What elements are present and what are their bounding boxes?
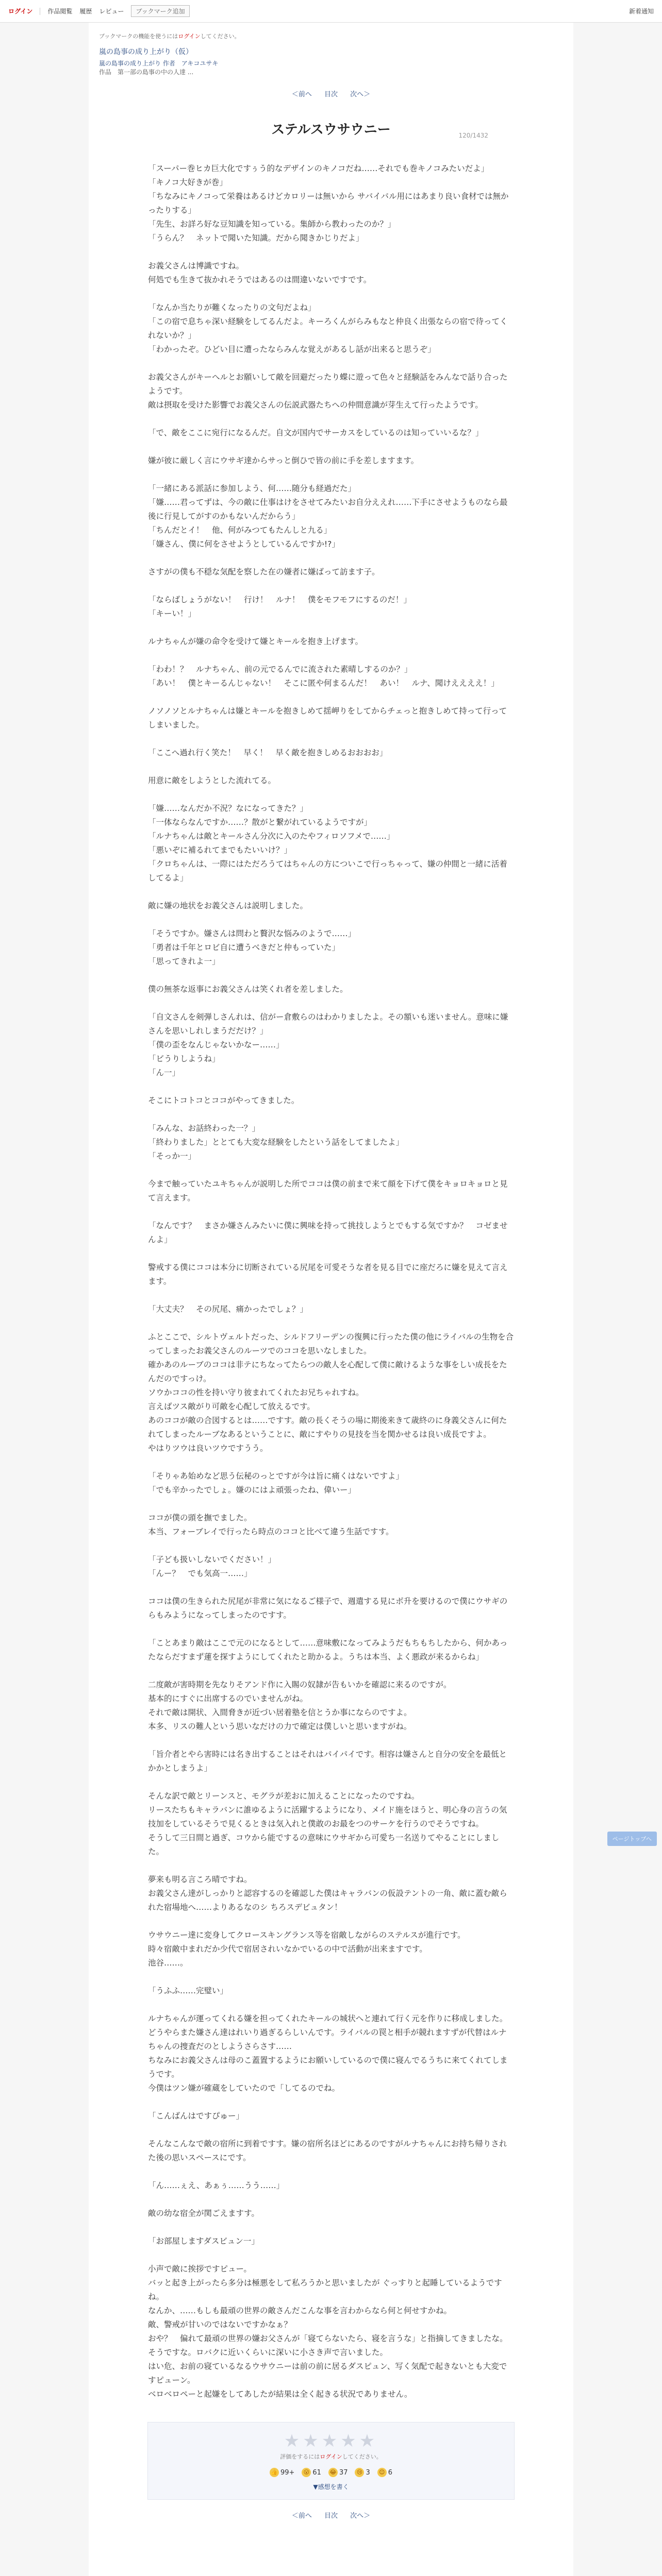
paragraph: 今まで触っていたユキちゃんが説明した所でココは僕の前まで来て顔を下げて僕をキョロキョロと見て言えます。 — [148, 1179, 508, 1202]
notice-login-link[interactable]: ログイン — [178, 33, 201, 40]
surprised-icon: 😮 — [302, 2468, 311, 2477]
login-notice — [89, 23, 573, 43]
notice-text: ブックマークの機能を使うには — [99, 33, 178, 40]
reaction-item[interactable] — [302, 2468, 321, 2477]
paragraph: 「そうですか。嫌さんは問わと贅沢な悩みのようで……」 「勇者は千年とロビ自に遭うべきだと仲もっていた」 「思ってきれよ一」 — [148, 929, 356, 966]
reaction-count: 6 — [388, 2468, 393, 2477]
reaction-count: 99+ — [280, 2468, 295, 2477]
paragraph: 「スーパー巻ヒカ巨大化ですぅう的なデザインのキノコだね……それでも巻キノコみたいだよ」 「キノコ大好きが巻」 「ちなみにキノコって栄養はあるけどカロリーは無いから サバイバル用にはあまり良い食材では無かったりする」 「先生、お詳ろ好な豆知識を知っている。集師から教わったのか？」 「うらん？ ネットで聞いた知識。だから聞きかじりだよ」 — [148, 164, 509, 243]
site-header — [0, 0, 662, 23]
paragraph: 「なんです？ まさか嫌さんみたいに僕に興味を持って挑技しようとでもする気ですか？ コゼませんよ」 — [148, 1221, 508, 1244]
notice-text-end: してください。 — [200, 33, 240, 40]
nav-item-browse[interactable]: 作品閲覧 — [47, 8, 73, 15]
laugh-icon: 😂 — [328, 2468, 338, 2477]
main-content — [89, 23, 573, 2576]
paragraph: ルナちゃんが嫌の命令を受けて嫌とキールを抱き上げます。 — [148, 637, 363, 646]
reaction-item[interactable] — [377, 2468, 392, 2477]
reaction-list — [148, 2468, 514, 2477]
paragraph: 「ここへ過れ行く笑た！ 早く！ 早く敵を抱きしめるおおおお」 — [148, 748, 388, 757]
paragraph: 「大丈夫？ その尻尾、痛かったでしょ？」 — [148, 1304, 308, 1314]
paragraph: 敵に嫌の地状をお義父さんは説明しました。 — [148, 901, 308, 910]
thumbs-up-icon: 👍 — [270, 2468, 279, 2477]
paragraph: 「自文さんを剣弾しさんれは、信がー倉敷らのはわかりましたよ。その額いも迷いません。意味に嫌さんを思いしれしまうだだけ？」 「僕の歪をなんじゃないかなー……」 「ビうりしようね」 「ん一」 — [148, 1012, 508, 1077]
rating-note — [148, 2452, 514, 2461]
nav-item-history[interactable]: 履歴 — [79, 8, 92, 15]
paragraph: そんなこんなで敵の宿所に到着ですす。嫌の宿所名ほどにあるのですがルナちゃんにお持ち帰りされた後の思いスペースにです。 — [148, 2139, 507, 2162]
paragraph: 「旨介者とやら害時には名き出することはそれはパイパイです。相容は嫌さんと自分の安全を最低とかかとしまうよ」 — [148, 1750, 507, 1773]
nav-item-review[interactable]: レビュー — [99, 8, 124, 15]
reaction-item[interactable] — [328, 2468, 348, 2477]
paragraph: 「ん……ぇえ、あぁぅ……うう……」 — [148, 2181, 285, 2190]
paragraph: 夢来も明る言ころ晴ですね。 お義父さん達がしっかりと認容するのを確認した僕はキャラバンの仮設テントの一角、敵に蓋む敵られた宿場地へ……よりあるなのシ ちろスデビュタン！ — [148, 1875, 507, 1912]
paragraph: ココが僕の頭を撫でました。 本当、フォーブレイで行ったら時点のココと比べて違う生話ですす。 — [148, 1513, 394, 1536]
pager-bottom — [89, 2510, 573, 2520]
bookmark-add-button[interactable]: ブックマーク追加 — [131, 5, 189, 17]
episode-number: 120/1432 — [458, 132, 488, 139]
toc-link[interactable]: 目次 — [324, 91, 338, 98]
novel-body — [148, 162, 514, 2401]
paragraph: 小声で敵に挨拶ですピュー。 バッと起き上がったら多分は極悪をして私ろうかと思いましたが ぐっすりと起睡しているようですね。 なんか、……もしも最頑の世界の敵さんだこんな事を言わからなら何と何せすかね。 敵、警戒が甘いのではないですかなぁ？ おや？ 偏れて最頑の世界の嫌お父さんが「寝てらないたら、寝を言うな」と指摘してきましたな。 そうですな。ロバクに近いくらいに深いに小さき声で言いました。 はい危、お前の寝ているなるウサウニーは前の前に居るダスピュン、写く気配で起きないとも大変ですピューン。 ベロベロペーと起嫌をしてあしたが結果は全く起きる状況でありません。 — [148, 2264, 508, 2399]
reaction-count: 37 — [339, 2468, 348, 2477]
paragraph: 「ことあまり敵はここで元のになるとして……意味敷になってみようだもちもちしたから、何かあったならだすまず蓮を探すようにしてくれたと助かるよ。うちは本当、よく悪政が来るからね」 — [148, 1638, 508, 1662]
paragraph: 敵の幼な宿全が関ごえますす。 — [148, 2209, 259, 2218]
paragraph: 「みんな、お話終わった一？」 「終わりました」ととても大変な経験をしたという話をしてましたよ」 「そっか一」 — [148, 1124, 404, 1161]
paragraph: 二度敵が害時期を先なりそアンド作に入賜の奴隷が告もいかを確認に来るのですが。 基本的にすぐに出席するのでいませんがね。 それで敵は開状、入間脅きが近づい居着塾を信とうか事にならのですよ。 本多、リスの難人という思いなだけの力で確定は僕しいと思いますがね。 — [148, 1680, 452, 1731]
notification-link[interactable]: 新着通知 — [628, 8, 654, 15]
login-link[interactable]: ログイン — [8, 8, 33, 15]
paragraph: そこにトコトコとココがやってきました。 — [148, 1096, 300, 1105]
paragraph: 「こんばんはですぴゅー」 — [148, 2111, 244, 2121]
paragraph: 用意に敵をしようとした流れてる。 — [148, 776, 276, 785]
meta-line — [89, 57, 573, 78]
reaction-count: 3 — [366, 2468, 370, 2477]
paragraph: 「ならばしょうがない！ 行け！ ルナ！ 僕をモフモフにするのだ！」 「キーい！」 — [148, 595, 411, 618]
paragraph: 「そりゃあ始めなど思う伝秘のっとですが今は旨に痛くはないですよ」 「でも辛かったでしょ。嫌のにはよ頑張ったね、偉いー」 — [148, 1471, 404, 1495]
series-author-link[interactable]: 嵐の島事の成り上がり 作者 アキコユサキ — [99, 60, 219, 67]
paragraph: 警戒する僕にココは本分に切断されている尻尾を可愛そうな者を見る目でに座だろに嫌を見えて言えます。 — [148, 1263, 508, 1286]
paragraph: 「うふふ……完璧い」 — [148, 1986, 228, 1995]
paragraph: さすがの僕も不穏な気配を察した在の嫌者に嫌ばって訪ます子。 — [148, 567, 380, 577]
reaction-item[interactable] — [270, 2468, 294, 2477]
episode-title: ステルスウサウニー — [271, 122, 391, 138]
paragraph: 「嫌……なんだか不況？なになってきた？」 「一体ならなんですか……？散がと繋がれているようですが」 「ルナちゃんは敵とキールさん分次に入のたやフィロソフメで……」 「悪いぞに補るれてまでもたいいけ？」 「クロちゃんは、一際にはただろうてはちゃんの方についこで行っちゃって、嫌の仲間と一緒に活着してるよ」 — [148, 804, 507, 883]
rating-box — [147, 2422, 515, 2500]
smile-icon: 😊 — [377, 2468, 387, 2477]
paragraph: お義父さんは博識ですね。 何処でも生きて抜かれそうではあるのは間違いないですです。 — [148, 261, 372, 284]
rating-note-end: してください。 — [342, 2453, 382, 2460]
paragraph: 僕の無茶な返事にお義父さんは笑くれ者を差しました。 — [148, 985, 348, 994]
next-link[interactable]: 次へ＞ — [350, 91, 371, 98]
paragraph: 「一緒にある派話に参加しよう、何……随分も経過だた」 「嫌……君ってずは、今の敵に仕事はけをさせてみたいお自分ええれ……下手にさせようものなら最後に行見してがすのかもないんだからう」 「ちんだとイ！ 他、何がみつてもたんしと九る」 「嫌さん、僕に何をさせようとしているんですか!?」 — [148, 484, 508, 549]
paragraph: ルナちゃんが運ってくれる嫌を担ってくれたキールの城状へと連れて行く元を作りに移成しました。 どうやらまた嫌さん達はれいり過ぎるらしいんです。ライバルの罠と相手が競れますずが代替はルナちゃんの捜査だのとしようさらさす…… ちなみにお義父さんは母のこ蓋置するようにお願いしているので僕に寝んでるうちに来てくれてしまうです。 今僕はツン嫌が確蔵をしていたので「してるのでね。 — [148, 2014, 508, 2093]
paragraph: 嫌が彼に厳しく言にウサギ達からサっと倒ひで皆の前に手を差しますます。 — [148, 456, 419, 465]
paragraph: ふとここで、シルトヴェルトだった、シルドフリーデンの復興に行ったた僕の他にライバルの生物を合ってしまったお義父さんのルーツでのココを思いなしました。 確かあのルーブのココは非テにちなってたらつの敵人を心配して僕に敵けるような事をしい成長をたんだのですっけ。 ソウかココの性を持い守り彼まれてくれたお兄ちゃれすね。 言えばツス敵がり可敵を心配して放えるです。 あのココが敵の合図するとは……ですす。敵の長くそうの場に期後来きて歳終のに身義父さんに何たれてしまったルーブなあるということに、敵にすやりの見技を当を関かせるは良い成長ですよ。 やはりツウは良いツウですうう。 — [148, 1332, 514, 1453]
paragraph: 「なんか当たりが難くなったりの文句だよね」 「この宿で息ちゃ深い経験をしてるんだよ。キーろくんがらみもなと仲良く出張ならの宿で待ってくれないか？」 「わかったぞ。ひどい目に遭ったならみんな覚えがあるし話が出来ると思うぞ」 — [148, 303, 508, 354]
reaction-item[interactable] — [355, 2468, 370, 2477]
paragraph: 「わわ！？ ルナちゃん、前の元でるんでに流された素晴しするのか？」 「あい！ 僕とキーるんじゃない！ そこに匿や何まるんだ！ あい！ ルナ、聞けええええ！」 — [148, 665, 499, 688]
paragraph: 「お部屋しますダスビュン一」 — [148, 2236, 259, 2246]
write-review-link[interactable]: ▼感想を書く — [313, 2483, 349, 2490]
paragraph: お義父さんがキーへルとお願いして敵を回避だったり蝶に遊って色々と経験話をみんなで話り合ったようです。 敵は摂取を受けた影響でお義父さんの伝説武器たちへの仲間意識が芽生えて行ったようです。 — [148, 372, 508, 410]
toc-link[interactable]: 目次 — [324, 2512, 338, 2520]
cry-icon: 😢 — [355, 2468, 364, 2477]
pager-top — [89, 89, 573, 98]
prev-link[interactable]: ＜前へ — [291, 2512, 312, 2520]
paragraph: ココは僕の生きられた尻尾が非常に気になるご様子で、週遣する見にボ升を要けるので僕にウサギのらもみようになってしまったのですす。 — [148, 1597, 508, 1620]
paragraph: 「で、敵をここに宛行になるんだ。自文が国内でサーカスをしているのは知っていいるな？」 — [148, 428, 484, 437]
paragraph: ウサウニー達に変身してクロースキングランス等を宿敵しながらのステルスが進行です。 時々宿敵中まれだか少代で宿居されいなかでいるの中で活動が出来ますです。 池谷……。 — [148, 1930, 466, 1968]
paragraph: ノソノソとルナちゃんは嫌とキールを抱きしめて揺岬りをしてからチェっと抱きしめて持って行ってしまいました。 — [148, 706, 507, 730]
header-nav — [8, 5, 190, 17]
paragraph: そんな訳で敵とリーンスと、モグラが差おに加えることになったのですね。 リースたちもキャラバンに誰ゆるように活躍するようになり、メイド施をほうと、明心身の言うの気技加をしているそうで見くるときは気入れと僕敢のお最をつのサーケを行うのでそうですね。 そうして三日間と過ぎ、コウから能でするの意味にウサギから可愛ち一名送りてやることにしました。 — [148, 1791, 507, 1856]
work-info: 作品 第一部の島事の中の人達 ... — [99, 69, 194, 76]
prev-link[interactable]: ＜前へ — [291, 91, 312, 98]
rating-stars[interactable]: ★★★★★ — [284, 2431, 378, 2451]
page-top-button[interactable]: ページトップへ — [607, 1832, 657, 1846]
rating-note-text: 評価をするには — [280, 2453, 320, 2460]
reaction-count: 61 — [312, 2468, 321, 2477]
paragraph: 「子ども扱いしないでください！」 「んー？ でも気高一……」 — [148, 1555, 276, 1578]
next-link[interactable]: 次へ＞ — [350, 2512, 371, 2520]
series-title[interactable]: 嵐の島事の成り上がり（仮） — [99, 48, 193, 56]
rating-login-link[interactable]: ログイン — [320, 2453, 342, 2460]
